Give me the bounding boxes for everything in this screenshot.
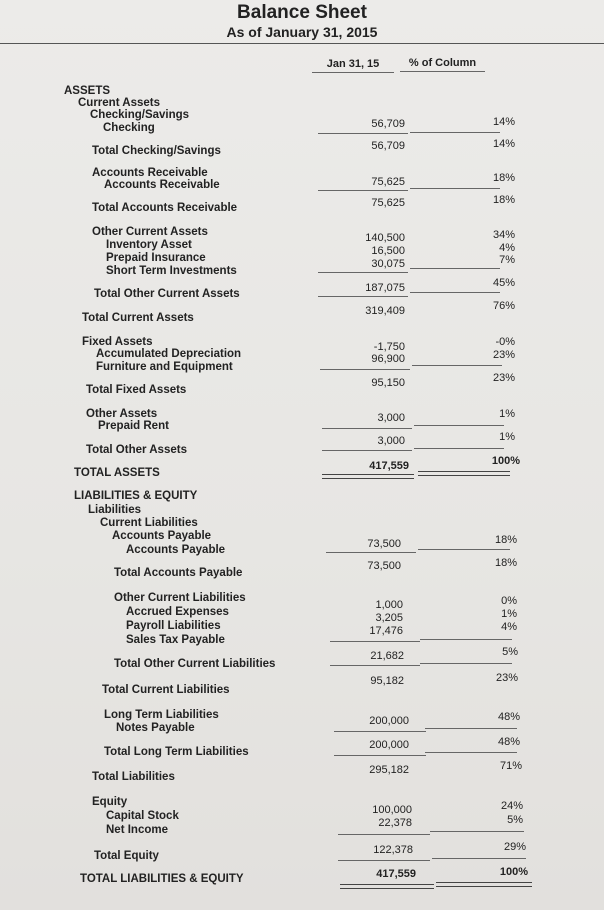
label-equity: Equity [92,796,128,808]
subtotal-rule [432,858,526,859]
amount-total-accounts-receivable: 75,625 [371,197,405,209]
label-total-checking-savings: Total Checking/Savings [92,145,221,157]
percent-total-other-current-assets: 45% [492,277,515,289]
label-total-other-current-liabilities: Total Other Current Liabilities [114,658,276,670]
grand-total-rule [340,884,434,889]
grand-total-rule [418,471,510,476]
percent-total-other-current-liabilities: 5% [502,646,518,658]
amount-total-current-liabilities: 95,182 [370,675,404,687]
header-divider [0,43,604,44]
label-current-assets: Current Assets [78,97,161,109]
subtotal-rule [322,428,412,429]
subtotal-rule [418,549,510,550]
percent-total-current-assets: 76% [492,300,515,312]
amount-notes-payable: 200,000 [369,715,409,727]
label-prepaid-rent: Prepaid Rent [98,420,169,432]
label-other-assets: Other Assets [86,408,158,420]
subtotal-rule [326,552,416,553]
col-header-percent: % of Column [408,57,477,69]
amount-net-income: 22,378 [378,817,412,829]
percent-total-long-term-liabilities: 48% [497,736,520,748]
label-accumulated-depreciation: Accumulated Depreciation [96,348,242,360]
label-accounts-receivable-group: Accounts Receivable [92,167,208,179]
subtotal-rule [425,728,517,729]
label-total-current-assets: Total Current Assets [82,312,194,324]
label-liabilities: Liabilities [88,504,142,516]
percent-accounts-payable: 18% [494,534,517,546]
percent-inventory-asset: 34% [492,229,515,241]
subtotal-rule [334,731,426,732]
label-total-fixed-assets: Total Fixed Assets [86,384,187,396]
subtotal-rule [338,834,430,835]
percent-total-accounts-payable: 18% [494,557,517,569]
amount-accounts-payable: 73,500 [367,538,401,550]
label-long-term-liabilities: Long Term Liabilities [104,709,219,721]
amount-payroll-liabilities: 3,205 [375,612,403,624]
label-total-liabilities-equity: TOTAL LIABILITIES & EQUITY [80,873,244,885]
amount-accounts-receivable: 75,625 [371,176,405,188]
subtotal-rule [410,132,500,133]
subtotal-rule [420,663,512,664]
label-other-current-assets: Other Current Assets [92,226,208,238]
amount-furniture-equipment: 96,900 [371,353,405,365]
subtotal-rule [420,639,512,640]
subtotal-rule [322,450,412,451]
subtotal-rule [410,292,500,293]
subtotal-rule [430,831,524,832]
amount-accrued-expenses: 1,000 [375,599,403,611]
label-notes-payable: Notes Payable [116,722,195,734]
label-short-term-investments: Short Term Investments [106,265,237,277]
amount-total-other-assets: 3,000 [377,435,405,447]
label-assets: ASSETS [64,85,111,97]
label-payroll-liabilities: Payroll Liabilities [126,620,221,632]
label-accounts-receivable: Accounts Receivable [104,179,220,191]
subtotal-rule [412,365,502,366]
grand-total-rule [322,474,414,479]
percent-total-liabilities: 71% [499,760,522,772]
percent-accounts-receivable: 18% [492,172,515,184]
col-header-period: Jan 31, 15 [326,58,380,70]
percent-total-checking-savings: 14% [492,138,515,150]
percent-accrued-expenses: 0% [501,595,517,607]
label-liabilities-equity: LIABILITIES & EQUITY [74,490,198,502]
label-net-income: Net Income [106,824,168,836]
percent-total-equity: 29% [503,841,526,853]
subtotal-rule [410,268,500,269]
amount-total-other-current-liabilities: 21,682 [370,650,404,662]
amount-total-other-current-assets: 187,075 [365,282,405,294]
label-total-accounts-payable: Total Accounts Payable [114,567,243,579]
subtotal-rule [330,665,420,666]
amount-total-liabilities-equity: 417,559 [376,868,416,880]
amount-total-assets: 417,559 [369,460,409,472]
percent-net-income: 5% [507,814,523,826]
label-checking-savings: Checking/Savings [90,109,190,121]
label-capital-stock: Capital Stock [106,810,179,822]
subtotal-rule [318,190,408,191]
amount-total-checking-savings: 56,709 [371,140,405,152]
amount-total-long-term-liabilities: 200,000 [369,739,409,751]
report-subtitle: As of January 31, 2015 [226,24,378,40]
amount-total-fixed-assets: 95,150 [371,377,405,389]
label-total-current-liabilities: Total Current Liabilities [102,684,230,696]
percent-total-current-liabilities: 23% [495,672,518,684]
subtotal-rule [320,369,410,370]
subtotal-rule [414,425,504,426]
amount-inventory-asset: 140,500 [365,232,405,244]
label-sales-tax-payable: Sales Tax Payable [126,634,225,646]
grand-total-rule [436,882,532,887]
label-total-equity: Total Equity [94,850,159,862]
amount-sales-tax-payable: 17,476 [369,625,403,637]
amount-checking: 56,709 [371,118,405,130]
label-accounts-payable: Accounts Payable [126,544,226,556]
subtotal-rule [410,188,500,189]
percent-notes-payable: 48% [497,711,520,723]
amount-prepaid-insurance: 16,500 [371,245,405,257]
subtotal-rule [318,133,408,134]
label-total-assets: TOTAL ASSETS [74,467,160,479]
percent-sales-tax-payable: 4% [501,621,517,633]
label-total-other-current-assets: Total Other Current Assets [94,288,240,300]
amount-prepaid-rent: 3,000 [377,412,405,424]
subtotal-rule [318,272,408,273]
label-total-liabilities: Total Liabilities [92,771,175,783]
subtotal-rule [330,641,420,642]
percent-furniture-equipment: 23% [492,349,515,361]
percent-accumulated-depreciation: -0% [495,336,515,348]
percent-total-accounts-receivable: 18% [492,194,515,206]
label-prepaid-insurance: Prepaid Insurance [106,252,206,264]
subtotal-rule [414,448,504,449]
percent-total-liabilities-equity: 100% [499,866,528,878]
percent-checking: 14% [492,116,515,128]
subtotal-rule [338,860,430,861]
col-header-underline [400,71,485,72]
amount-total-equity: 122,378 [373,844,413,856]
percent-payroll-liabilities: 1% [501,608,517,620]
label-accounts-payable-group: Accounts Payable [112,530,212,542]
percent-short-term-investments: 7% [499,254,515,266]
amount-total-liabilities: 295,182 [369,764,409,776]
subtotal-rule [334,755,426,756]
subtotal-rule [425,752,517,753]
label-furniture-equipment: Furniture and Equipment [96,361,233,373]
label-total-long-term-liabilities: Total Long Term Liabilities [104,746,249,758]
amount-capital-stock: 100,000 [372,804,412,816]
label-checking: Checking [103,122,155,134]
label-inventory-asset: Inventory Asset [106,239,192,251]
report-title: Balance Sheet [237,2,367,23]
amount-total-accounts-payable: 73,500 [367,560,401,572]
percent-capital-stock: 24% [500,800,523,812]
label-accrued-expenses: Accrued Expenses [126,606,229,618]
label-fixed-assets: Fixed Assets [82,336,153,348]
percent-total-fixed-assets: 23% [492,372,515,384]
label-total-accounts-receivable: Total Accounts Receivable [92,202,238,214]
label-total-other-assets: Total Other Assets [86,444,187,456]
label-other-current-liabilities: Other Current Liabilities [114,592,246,604]
percent-total-assets: 100% [491,455,520,467]
col-header-underline [312,72,394,73]
percent-total-other-assets: 1% [499,431,515,443]
amount-accumulated-depreciation: -1,750 [373,341,405,353]
label-current-liabilities: Current Liabilities [100,517,198,529]
subtotal-rule [318,296,408,297]
percent-prepaid-rent: 1% [499,408,515,420]
amount-total-current-assets: 319,409 [365,305,405,317]
amount-short-term-investments: 30,075 [371,258,405,270]
percent-prepaid-insurance: 4% [499,242,515,254]
